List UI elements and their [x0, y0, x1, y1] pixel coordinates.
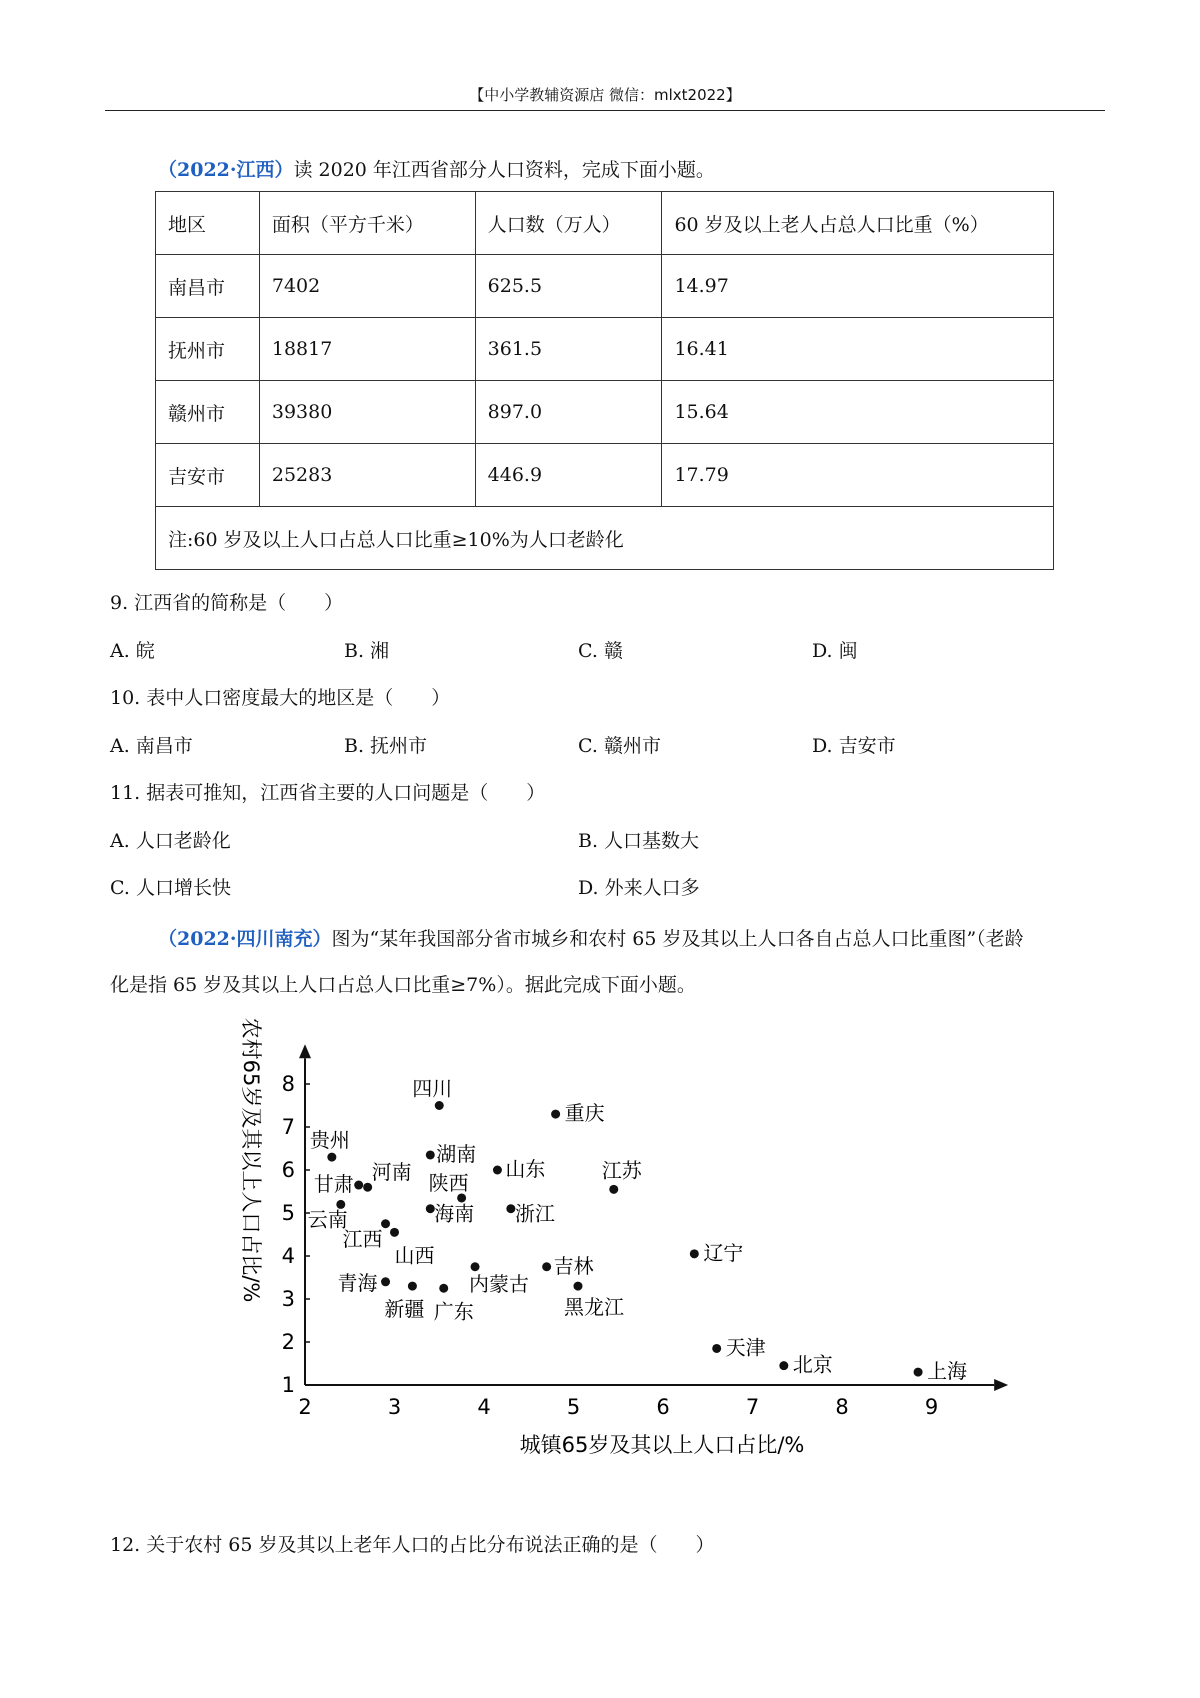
- x-tick-label: 4: [477, 1395, 491, 1419]
- option-11c: C. 人口增长快: [110, 877, 231, 899]
- point-label: 山东: [505, 1157, 546, 1181]
- table-cell: 18817: [259, 318, 475, 381]
- point-label: 湖南: [436, 1141, 477, 1166]
- scatter-point: [609, 1185, 618, 1194]
- scatter-point: [471, 1262, 480, 1271]
- point-label: 四川: [412, 1076, 453, 1101]
- section2-intro-line1: 图为“某年我国部分省市城乡和农村 65 岁及其以上人口各自占总人口比重图”（老龄: [331, 928, 1024, 950]
- page-header: 【中小学教辅资源店 微信：mlxt2022】: [469, 86, 741, 104]
- y-tick-label: 8: [281, 1072, 295, 1096]
- scatter-point: [712, 1344, 721, 1353]
- x-tick-label: 5: [566, 1395, 581, 1419]
- point-label: 辽宁: [703, 1240, 744, 1265]
- point-label: 江苏: [601, 1158, 642, 1183]
- section1-intro-text: 读 2020 年江西省部分人口资料，完成下面小题。: [293, 159, 715, 181]
- y-tick-label: 3: [281, 1287, 295, 1311]
- scatter-point: [573, 1282, 582, 1291]
- x-axis-arrow: [994, 1379, 1008, 1391]
- table-cell: 16.41: [662, 318, 1054, 381]
- x-tick-label: 3: [387, 1395, 402, 1419]
- table-cell: 7402: [259, 255, 475, 318]
- y-tick-label: 2: [281, 1330, 295, 1354]
- point-label: 黑龙江: [563, 1295, 624, 1320]
- table-cell: 南昌市: [156, 255, 260, 318]
- x-tick-label: 6: [656, 1395, 670, 1419]
- option-10c: C. 赣州市: [578, 735, 661, 757]
- table-cell: 赣州市: [156, 381, 260, 444]
- table-cell: 吉安市: [156, 444, 260, 507]
- question-11: 11. 据表可推知，江西省主要的人口问题是（ ）: [110, 782, 546, 804]
- y-axis-arrow: [299, 1044, 311, 1058]
- table-cell: 446.9: [475, 444, 662, 507]
- y-tick-label: 6: [281, 1158, 295, 1182]
- section2-intro-line2: 化是指 65 岁及其以上人口占总人口比重≥7%）。据此完成下面小题。: [110, 974, 696, 996]
- point-label: 重庆: [564, 1101, 605, 1126]
- y-tick-label: 4: [281, 1244, 295, 1268]
- scatter-point: [690, 1249, 699, 1258]
- section2-source: （2022·四川南充）: [158, 928, 332, 950]
- scatter-point: [914, 1368, 923, 1377]
- scatter-point: [390, 1228, 399, 1237]
- y-tick-label: 5: [281, 1201, 295, 1225]
- question-10: 10. 表中人口密度最大的地区是（ ）: [110, 687, 451, 709]
- table-cell: 抚州市: [156, 318, 260, 381]
- table-cell: 361.5: [475, 318, 662, 381]
- scatter-point: [542, 1262, 551, 1271]
- scatter-point: [435, 1101, 444, 1110]
- option-9a: A. 皖: [110, 640, 155, 662]
- table-cell: 14.97: [662, 255, 1054, 318]
- x-tick-label: 8: [835, 1395, 849, 1419]
- table-header-cell: 人口数（万人）: [475, 192, 662, 255]
- option-9d: D. 闽: [812, 640, 858, 662]
- scatter-point: [779, 1361, 788, 1370]
- point-label: 河南: [371, 1160, 412, 1185]
- point-label: 甘肃: [313, 1172, 354, 1197]
- question-12: 12. 关于农村 65 岁及其以上老年人口的占比分布说法正确的是（ ）: [110, 1534, 715, 1556]
- point-label: 上海: [927, 1359, 968, 1384]
- point-label: 广东: [433, 1299, 474, 1324]
- scatter-point: [439, 1284, 448, 1293]
- section1-source: （2022·江西）: [158, 159, 294, 181]
- option-11a: A. 人口老龄化: [110, 830, 231, 852]
- table-cell: 39380: [259, 381, 475, 444]
- option-11b: B. 人口基数大: [578, 830, 700, 852]
- point-label: 浙江: [514, 1201, 555, 1226]
- point-label: 天津: [725, 1335, 766, 1360]
- point-label: 青海: [337, 1270, 378, 1295]
- point-label: 贵州: [309, 1128, 350, 1153]
- table-cell: 15.64: [662, 381, 1054, 444]
- point-label: 云南: [307, 1207, 348, 1232]
- table-cell: 625.5: [475, 255, 662, 318]
- table-cell: 897.0: [475, 381, 662, 444]
- table-note: 注:60 岁及以上人口占总人口比重≥10%为人口老龄化: [156, 507, 1054, 570]
- point-label: 吉林: [553, 1253, 594, 1278]
- scatter-point: [408, 1282, 417, 1291]
- point-label: 新疆: [384, 1297, 425, 1322]
- option-10d: D. 吉安市: [812, 735, 896, 757]
- point-label: 江西: [342, 1226, 383, 1251]
- scatter-point: [493, 1166, 502, 1175]
- table-cell: 17.79: [662, 444, 1054, 507]
- scatter-point: [426, 1150, 435, 1159]
- point-label: 内蒙古: [469, 1271, 530, 1296]
- table-header-cell: 60 岁及以上老人占总人口比重（%）: [662, 192, 1054, 255]
- x-tick-label: 7: [745, 1395, 760, 1419]
- option-10a: A. 南昌市: [110, 735, 193, 757]
- point-label: 山西: [394, 1243, 435, 1268]
- scatter-point: [381, 1277, 390, 1286]
- scatter-point: [354, 1181, 363, 1190]
- table-header-cell: 地区: [156, 192, 260, 255]
- chart-points: [308, 1077, 967, 1384]
- option-10b: B. 抚州市: [344, 735, 428, 757]
- y-tick-label: 7: [281, 1115, 295, 1139]
- scatter-point: [551, 1110, 560, 1119]
- y-tick-label: 1: [281, 1373, 295, 1397]
- scatter-point: [327, 1153, 336, 1162]
- point-label: 海南: [434, 1201, 475, 1226]
- option-9c: C. 赣: [578, 640, 623, 662]
- x-tick-label: 9: [924, 1395, 939, 1419]
- option-11d: D. 外来人口多: [578, 877, 700, 899]
- point-label: 北京: [792, 1352, 833, 1377]
- x-axis-label: 城镇65岁及其以上人口占比/%: [519, 1433, 805, 1457]
- chart-axes: [299, 1044, 1008, 1391]
- x-tick-label: 2: [298, 1395, 312, 1419]
- point-label: 陕西: [428, 1170, 469, 1195]
- y-axis-label: 农村65岁及其以上人口占比/%: [239, 1017, 263, 1303]
- table-header-cell: 面积（平方千米）: [259, 192, 475, 255]
- question-9: 9. 江西省的简称是（ ）: [110, 592, 344, 614]
- option-9b: B. 湘: [344, 640, 390, 662]
- table-cell: 25283: [259, 444, 475, 507]
